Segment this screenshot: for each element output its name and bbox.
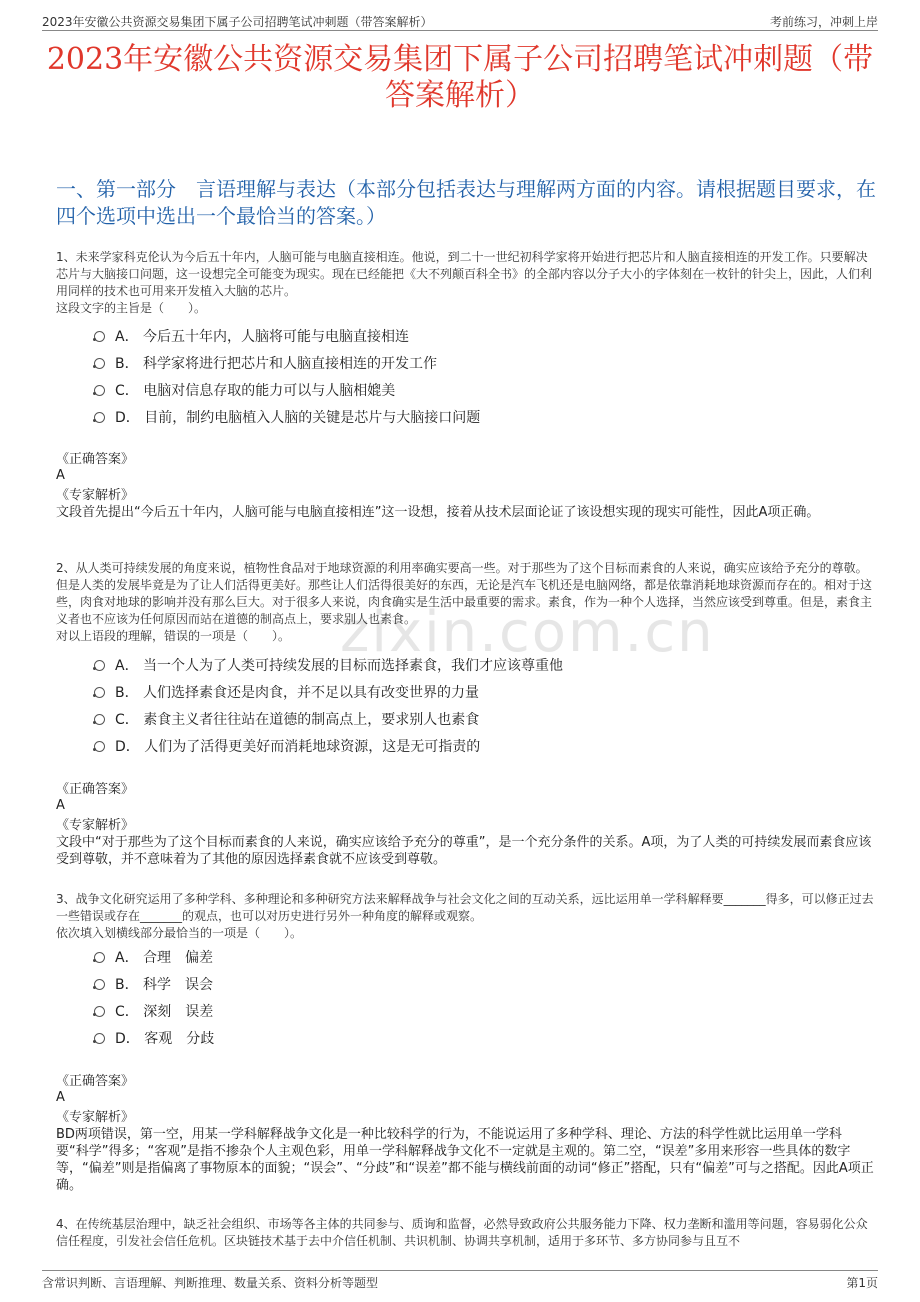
answer-label: 《正确答案》 bbox=[56, 452, 135, 467]
option-a[interactable]: A． 当一个人为了人类可持续发展的目标而选择素食，我们才应该尊重他 bbox=[94, 653, 880, 680]
page-footer bbox=[42, 1270, 878, 1293]
radio-icon[interactable] bbox=[94, 687, 105, 698]
analysis-text: 文段首先提出“今后五十年内，人脑可能与电脑直接相连”这一设想，接着从技术层面论证了该设想实现的现实可能性，因此A项正确。 bbox=[56, 505, 820, 520]
option-d[interactable]: D． 目前，制约电脑植入人脑的关键是芯片与大脑接口问题 bbox=[94, 405, 880, 432]
question-2-prompt: 对以上语段的理解，错误的一项是（ ）。 bbox=[56, 629, 291, 643]
radio-icon[interactable] bbox=[94, 331, 105, 342]
radio-icon[interactable] bbox=[94, 952, 105, 963]
radio-icon[interactable] bbox=[94, 412, 105, 423]
question-3-text: 3、战争文化研究运用了多种学科、多种理论和多种研究方法来解释战争与社会文化之间的互动关系，远比运用单一学科解释要_______得多，可以修正过去一些错误或存在_______的观点，也可以对历史进行另外一种角度的解释或观察。 依次填入划横线部分最恰当的一项是（ ）。 bbox=[56, 892, 874, 940]
section-heading: 一、第一部分 言语理解与表达（本部分包括表达与理解两方面的内容。请根据题目要求，在四个选项中选出一个最恰当的答案。） bbox=[56, 177, 876, 228]
radio-icon[interactable] bbox=[94, 660, 105, 671]
answer-value: A bbox=[56, 1090, 65, 1105]
analysis-text: BD两项错误，第一空，用某一学科解释战争文化是一种比较科学的行为，不能说运用了多种学科、理论、方法的科学性就比运用单一学科要“科学”得多；“客观”是指不掺杂个人主观色彩，用单一学科解释战争文化不一定就是主观的。第二空，“误差”多用来形容一些具体的数字等，“偏差”则是指偏离了事物原本的面貌；“误会”、“分歧”和“误差”都不能与横线前面的动词“修正”搭配，只有“偏差”可与之搭配。因此A项正确。 bbox=[56, 1127, 874, 1193]
option-b[interactable]: B． 人们选择素食还是肉食，并不足以具有改变世界的力量 bbox=[94, 680, 880, 707]
analysis-label: 《专家解析》 bbox=[56, 1110, 135, 1125]
question-3-answer-block bbox=[56, 1074, 874, 1194]
analysis-label: 《专家解析》 bbox=[56, 488, 135, 503]
answer-label: 《正确答案》 bbox=[56, 782, 135, 797]
question-3-prompt: 依次填入划横线部分最恰当的一项是（ ）。 bbox=[56, 926, 303, 940]
radio-icon[interactable] bbox=[94, 741, 105, 752]
question-2-options bbox=[94, 653, 880, 761]
option-c[interactable]: C． 深刻 误差 bbox=[94, 999, 880, 1026]
option-c[interactable]: C． 素食主义者往往站在道德的制高点上，要求别人也素食 bbox=[94, 707, 880, 734]
option-d[interactable]: D． 客观 分歧 bbox=[94, 1026, 880, 1053]
answer-label: 《正确答案》 bbox=[56, 1074, 135, 1089]
option-a[interactable]: A． 今后五十年内，人脑将可能与电脑直接相连 bbox=[94, 324, 880, 351]
analysis-label: 《专家解析》 bbox=[56, 818, 135, 833]
answer-value: A bbox=[56, 468, 65, 483]
radio-icon[interactable] bbox=[94, 1006, 105, 1017]
question-2-text: 2、从人类可持续发展的角度来说，植物性食品对于地球资源的利用率确实要高一些。对于那些为了这个目标而素食的人来说，确实应该给予充分的尊敬。但是人类的发展毕竟是为了让人们活得更美好。那些让人们活得很美好的东西，无论是汽车飞机还是电脑网络，都是依靠消耗地球资源而存在的。相对于这些，肉食对地球的影响并没有那么巨大。对于很多人来说，肉食确实是生活中最重要的需求。素食，作为一种个人选择，当然应该受到尊重。但是，素食主义者也不应该为任何原因而站在道德的制高点上，要求别人也素食。 对以上语段的理解，错误的一项是（ ）。 bbox=[56, 561, 873, 643]
option-d[interactable]: D． 人们为了活得更美好而消耗地球资源，这是无可指责的 bbox=[94, 734, 880, 761]
page-number: 第1页 bbox=[846, 1276, 878, 1290]
footer-note: 含常识判断、言语理解、判断推理、数量关系、资料分析等题型 bbox=[42, 1276, 379, 1290]
radio-icon[interactable] bbox=[94, 714, 105, 725]
page-header bbox=[42, 10, 878, 31]
question-1-options bbox=[94, 324, 880, 432]
radio-icon[interactable] bbox=[94, 979, 105, 990]
radio-icon[interactable] bbox=[94, 358, 105, 369]
question-1-answer-block bbox=[56, 452, 874, 521]
question-1-prompt: 这段文字的主旨是（ ）。 bbox=[56, 301, 207, 315]
question-3-options bbox=[94, 945, 880, 1053]
watermark: zixin.com.cn bbox=[340, 600, 715, 665]
document-title: 2023年安徽公共资源交易集团下属子公司招聘笔试冲刺题（带答案解析） bbox=[46, 42, 874, 113]
question-2-answer-block bbox=[56, 782, 874, 868]
option-c[interactable]: C． 电脑对信息存取的能力可以与人脑相媲美 bbox=[94, 378, 880, 405]
answer-value: A bbox=[56, 798, 65, 813]
option-a[interactable]: A． 合理 偏差 bbox=[94, 945, 880, 972]
analysis-text: 文段中“对于那些为了这个目标而素食的人来说，确实应该给予充分的尊重”，是一个充分条件的关系。A项，为了人类的可持续发展而素食应该受到尊敬，并不意味着为了其他的原因选择素食就不应该受到尊敬。 bbox=[56, 835, 872, 867]
radio-icon[interactable] bbox=[94, 1033, 105, 1044]
question-4-text: 4、在传统基层治理中，缺乏社会组织、市场等各主体的共同参与、质询和监督，必然导致政府公共服务能力下降、权力垄断和滥用等问题，容易弱化公众信任程度，引发社会信任危机。区块链技术基于去中介信任机制、共识机制、协调共享机制，适用于多环节、多方协同参与且互不 bbox=[56, 1217, 868, 1248]
question-1-text: 1、未来学家科克伦认为今后五十年内，人脑可能与电脑直接相连。他说，到二十一世纪初科学家将开始进行把芯片和人脑直接相连的开发工作。只要解决芯片与大脑接口问题，这一设想完全可能变为现实。现在已经能把《大不列颠百科全书》的全部内容以分子大小的字体刻在一枚针的针尖上，因此，人们利用同样的技术也可用来开发植入大脑的芯片。 这段文字的主旨是（ ）。 bbox=[56, 250, 873, 315]
option-b[interactable]: B． 科学家将进行把芯片和人脑直接相连的开发工作 bbox=[94, 351, 880, 378]
header-slogan: 考前练习，冲刺上岸 bbox=[769, 15, 878, 29]
radio-icon[interactable] bbox=[94, 385, 105, 396]
header-title: 2023年安徽公共资源交易集团下属子公司招聘笔试冲刺题（带答案解析） bbox=[42, 15, 433, 29]
option-b[interactable]: B． 科学 误会 bbox=[94, 972, 880, 999]
